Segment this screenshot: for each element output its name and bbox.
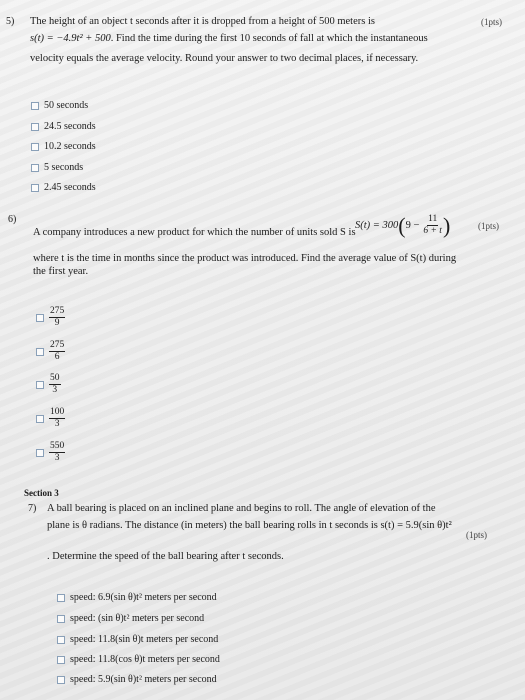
- question-6-option-5[interactable]: [36, 441, 65, 464]
- question-5-option-5[interactable]: [31, 182, 96, 193]
- question-7-line1: A ball bearing is placed on an inclined plane and begins to roll. The angle of elevation of the: [47, 503, 436, 514]
- option-label: speed: 5.9(sin θ)t² meters per second: [70, 674, 217, 685]
- option-label: 50 seconds: [44, 100, 89, 111]
- question-7-number: 7): [28, 503, 37, 514]
- radio-checkbox[interactable]: [36, 314, 44, 322]
- option-label: speed: 6.9(sin θ)t² meters per second: [70, 592, 217, 603]
- question-6-line3: the first year.: [33, 266, 89, 277]
- question-6-number: 6): [8, 214, 17, 225]
- question-7-option-2[interactable]: [57, 613, 204, 624]
- radio-checkbox[interactable]: [36, 348, 44, 356]
- formula-lhs: S(t) = 300: [355, 220, 399, 231]
- option-num: 550: [50, 441, 65, 451]
- question-7-option-4[interactable]: [57, 654, 220, 665]
- question-6-option-4[interactable]: [36, 407, 65, 430]
- option-label: speed: 11.8(sin θ)t meters per second: [70, 634, 219, 645]
- question-5-line3: velocity equals the average velocity. Round your answer to two decimal places, if necessary.: [30, 53, 419, 64]
- radio-checkbox[interactable]: [36, 381, 44, 389]
- radio-checkbox[interactable]: [31, 123, 39, 131]
- radio-checkbox[interactable]: [31, 164, 39, 172]
- radio-checkbox[interactable]: [31, 102, 39, 110]
- question-5-line1: The height of an object t seconds after it is dropped from a height of 500 meters is: [30, 16, 375, 27]
- section-heading: Section 3: [24, 488, 59, 498]
- question-7-line2: plane is θ radians. The distance (in meters) the ball bearing rolls in t seconds is s(t) = 5.9(sin θ)t²: [47, 520, 452, 531]
- question-5-points: (1pts): [481, 17, 502, 27]
- option-label: 10.2 seconds: [44, 141, 96, 152]
- formula-inner: 9 −: [405, 220, 420, 231]
- option-num: 100: [50, 407, 65, 417]
- option-den: 9: [54, 318, 60, 328]
- question-6-line1: A company introduces a new product for which the number of units sold S is: [33, 227, 356, 238]
- question-6-option-2[interactable]: [36, 340, 65, 363]
- question-6-line2: where t is the time in months since the product was introduced. Find the average value of S(t) during: [33, 253, 457, 264]
- option-label: 5 seconds: [44, 162, 84, 173]
- question-5-option-1[interactable]: [31, 100, 88, 111]
- option-den: 3: [54, 419, 60, 429]
- radio-checkbox[interactable]: [57, 676, 65, 684]
- formula-frac-num: 11: [428, 214, 438, 224]
- radio-checkbox[interactable]: [57, 615, 65, 623]
- option-num: 275: [50, 306, 65, 316]
- formula-frac-den: 6 + t: [423, 226, 442, 236]
- question-6-points: (1pts): [478, 221, 499, 231]
- option-num: 275: [50, 340, 65, 350]
- question-5-option-2[interactable]: [31, 121, 96, 132]
- radio-checkbox[interactable]: [57, 594, 65, 602]
- option-den: 3: [52, 385, 58, 395]
- question-5-number: 5): [6, 16, 15, 27]
- question-5-option-3[interactable]: [31, 141, 96, 152]
- option-num: 50: [50, 373, 60, 383]
- option-label: speed: 11.8(cos θ)t meters per second: [70, 654, 220, 665]
- option-label: 2.45 seconds: [44, 182, 96, 193]
- option-den: 6: [54, 352, 60, 362]
- question-7-line3: . Determine the speed of the ball bearing after t seconds.: [47, 551, 284, 562]
- formula-paren-open: (: [398, 212, 406, 238]
- radio-checkbox[interactable]: [36, 449, 44, 457]
- question-5-line2: [30, 32, 428, 45]
- option-den: 3: [54, 453, 60, 463]
- radio-checkbox[interactable]: [57, 656, 65, 664]
- question-7-option-3[interactable]: [57, 634, 218, 645]
- question-6-option-1[interactable]: [36, 306, 65, 329]
- question-5-option-4[interactable]: [31, 162, 83, 173]
- question-7-points: (1pts): [466, 530, 487, 540]
- formula-paren-close: ): [442, 212, 451, 238]
- radio-checkbox[interactable]: [31, 184, 39, 192]
- question-6-formula: [355, 214, 450, 237]
- formula-fraction: [422, 214, 443, 237]
- question-5-formula: s(t) = −4.9t² + 500: [30, 33, 111, 44]
- question-7-option-1[interactable]: [57, 592, 217, 603]
- radio-checkbox[interactable]: [36, 415, 44, 423]
- question-7-option-5[interactable]: [57, 674, 217, 685]
- option-label: 24.5 seconds: [44, 121, 96, 132]
- question-6-option-3[interactable]: [36, 373, 61, 396]
- radio-checkbox[interactable]: [57, 636, 65, 644]
- question-5-line2-rest: . Find the time during the first 10 seconds of fall at which the instantaneous: [110, 33, 428, 44]
- radio-checkbox[interactable]: [31, 143, 39, 151]
- option-label: speed: (sin θ)t² meters per second: [70, 613, 205, 624]
